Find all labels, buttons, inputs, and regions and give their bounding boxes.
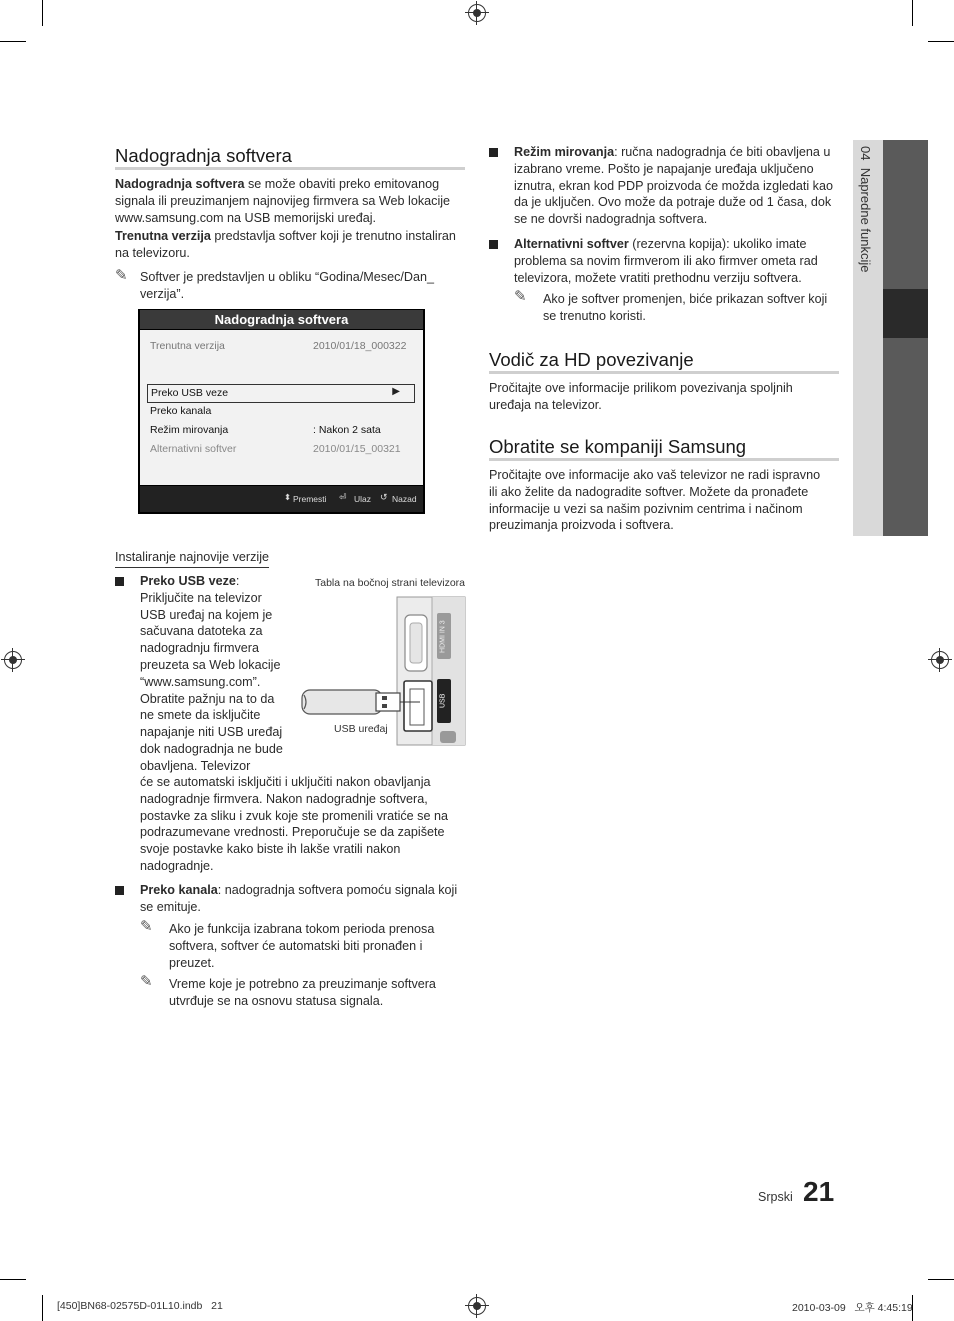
osd-current-value: 2010/01/18_000322: [313, 340, 407, 352]
arrow-right-icon: ▶: [392, 386, 400, 397]
crop-mark: [0, 41, 26, 42]
usb-paragraph-narrow: [140, 573, 290, 775]
usb-port-label: USB: [439, 693, 447, 709]
osd-foot-enter: Ulaz: [354, 494, 372, 504]
crop-mark: [928, 41, 954, 42]
osd-title: Nadogradnja softvera: [140, 310, 423, 329]
pencil-note-icon: ✎: [514, 288, 527, 305]
square-bullet-icon: [489, 240, 498, 249]
osd-alt-value: 2010/01/15_00321: [313, 443, 401, 455]
registration-mark-icon: [468, 1297, 486, 1315]
usb-bold: Preko USB veze: [140, 574, 236, 588]
channel-bold: Preko kanala: [140, 883, 218, 897]
osd-alt-item[interactable]: Alternativni softver: [150, 443, 237, 455]
alt-bold: Alternativni softver: [514, 237, 629, 251]
language-label: Srpski: [758, 1190, 793, 1204]
usb-device-caption: USB uređaj: [334, 723, 388, 735]
install-heading: Instaliranje najnovije verzije: [115, 549, 269, 568]
osd-menu: [138, 309, 425, 514]
chapter-tab-block: [883, 338, 928, 536]
square-bullet-icon: [115, 577, 124, 586]
chapter-tab-block: [883, 140, 928, 289]
osd-footer: [140, 486, 423, 512]
square-bullet-icon: [115, 886, 124, 895]
chapter-number: 04: [858, 146, 873, 161]
page-number: 21: [803, 1176, 835, 1207]
title-rule: [489, 371, 839, 374]
usb-paragraph-wide: će se automatski isključiti i uključiti nakon obavljanja nadogradnje firmvera. Nakon nadogradnje softvera, postavke za sliku i zvuk koje ste promenili vratiće se na podrazumevane vrednosti. Preporučuje se da zapišete svoje postavke kako biste ih lakše vratili nakon nadogradnje.: [140, 775, 448, 873]
pencil-note-icon: ✎: [140, 973, 153, 990]
alt-paragraph: [514, 236, 834, 286]
note-time: Vreme koje je potrebno za preuzimanje softvera utvrđuje se na osnovu statusa signala.: [169, 977, 436, 1008]
pencil-note-icon: ✎: [140, 918, 153, 935]
crop-mark: [42, 0, 43, 26]
title-rule: [489, 458, 839, 461]
enter-icon: ⏎: [339, 492, 347, 502]
pencil-note-icon: ✎: [115, 267, 128, 284]
hd-paragraph: Pročitajte ove informacije prilikom povezivanja spoljnih uređaja na televizor.: [489, 381, 793, 412]
note-format: Softver je predstavljen u obliku “Godina/Mesec/Dan_ verzija”.: [140, 270, 435, 301]
osd-usb-label: Preko USB veze: [151, 387, 229, 399]
chapter-tab-text: [858, 146, 873, 273]
hdmi-port-label: HDMI IN 3: [439, 620, 447, 654]
usb-text-narrow: : Priključite na televizor USB uređaj na kojem je sačuvana datoteka za nadogradnju firmvera preuzeta sa Web lokacije “www.samsung.com”. Obratite pažnju na to da ne smete da isključite napajanje niti USB uređaj dok nadogradnja ne bude obavljena. Televizor: [140, 574, 283, 773]
chapter-label: Napredne funkcije: [858, 167, 873, 273]
samsung-section-title: Obratite se kompaniji Samsung: [489, 436, 747, 457]
crop-mark: [912, 0, 913, 26]
standby-paragraph: [514, 144, 834, 228]
osd-current-label: Trenutna verzija: [150, 340, 225, 352]
square-bullet-icon: [489, 148, 498, 157]
intro-bold: Nadogradnja softvera: [115, 177, 245, 191]
osd-body: [140, 330, 423, 485]
osd-foot-back: Nazad: [392, 494, 417, 504]
chapter-tab-active-block: [883, 289, 928, 338]
channel-paragraph: [140, 882, 466, 916]
osd-standby-item[interactable]: Režim mirovanja: [150, 424, 229, 436]
title-rule: [115, 167, 465, 170]
file-info: [450]BN68-02575D-01L10.indb 21: [57, 1300, 223, 1312]
osd-foot-move: Premesti: [293, 494, 327, 504]
standby-bold: Režim mirovanja: [514, 145, 615, 159]
osd-standby-value: : Nakon 2 sata: [313, 424, 381, 436]
registration-mark-icon: [4, 651, 22, 669]
current-version-bold: Trenutna verzija: [115, 229, 211, 243]
section-title: Nadogradnja softvera: [115, 145, 292, 166]
standby-text: : ručna nadogradnja će biti obavljena u izabrano vreme. Pošto je napajanje uređaja uključeno iznutra, ekran kod PDP proizvoda će možda izgledati kao da je uključen. Ovo može da potraje duže od 1 časa, dok se ne dovrši nadogradnja softvera.: [514, 145, 833, 227]
osd-usb-item[interactable]: [147, 384, 415, 403]
channel-text: : nadogradnja softvera pomoću signala koji se emituje.: [140, 883, 458, 914]
intro-paragraph: [115, 176, 465, 226]
osd-channel-item[interactable]: Preko kanala: [150, 405, 212, 417]
registration-mark-icon: [931, 651, 949, 669]
crop-mark: [42, 1295, 43, 1321]
print-timestamp: 2010-03-09 오후 4:45:19: [792, 1302, 913, 1314]
note-transfer: Ako je funkcija izabrana tokom perioda prenosa softvera, softver će automatski biti pronađen i preuzet.: [169, 922, 435, 970]
move-icon: ⬍: [284, 492, 292, 502]
current-version-text: predstavlja softver koji je trenutno instaliran na televizoru.: [115, 229, 456, 260]
alt-text: (rezervna kopija): ukoliko imate problema sa novim firmverom ili ako firmver ometa rad televizora, možete vratiti prethodnu verziju softvera.: [514, 237, 818, 285]
registration-mark-icon: [468, 4, 486, 22]
intro-text: se može obaviti preko emitovanog signala ili preuzimanjem najnovijeg firmvera sa Web lokacije www.samsung.com na USB memorijski uređaj.: [115, 177, 451, 225]
crop-mark: [928, 1279, 954, 1280]
alt-note: Ako je softver promenjen, biće prikazan softver koji se trenutno koristi.: [543, 292, 828, 323]
crop-mark: [0, 1279, 26, 1280]
samsung-paragraph: Pročitajte ove informacije ako vaš televizor ne radi ispravno ili ako želite da nadogradite softver. Možete da pronađete informacije u vezi sa našim pozivnim centrima i načinom preuzimanja proizvoda i softvera.: [489, 468, 821, 533]
hd-section-title: Vodič za HD povezivanje: [489, 349, 694, 370]
current-version-paragraph: [115, 228, 465, 262]
panel-caption: Tabla na bočnoj strani televizora: [315, 577, 466, 589]
return-icon: ↺: [380, 492, 388, 502]
